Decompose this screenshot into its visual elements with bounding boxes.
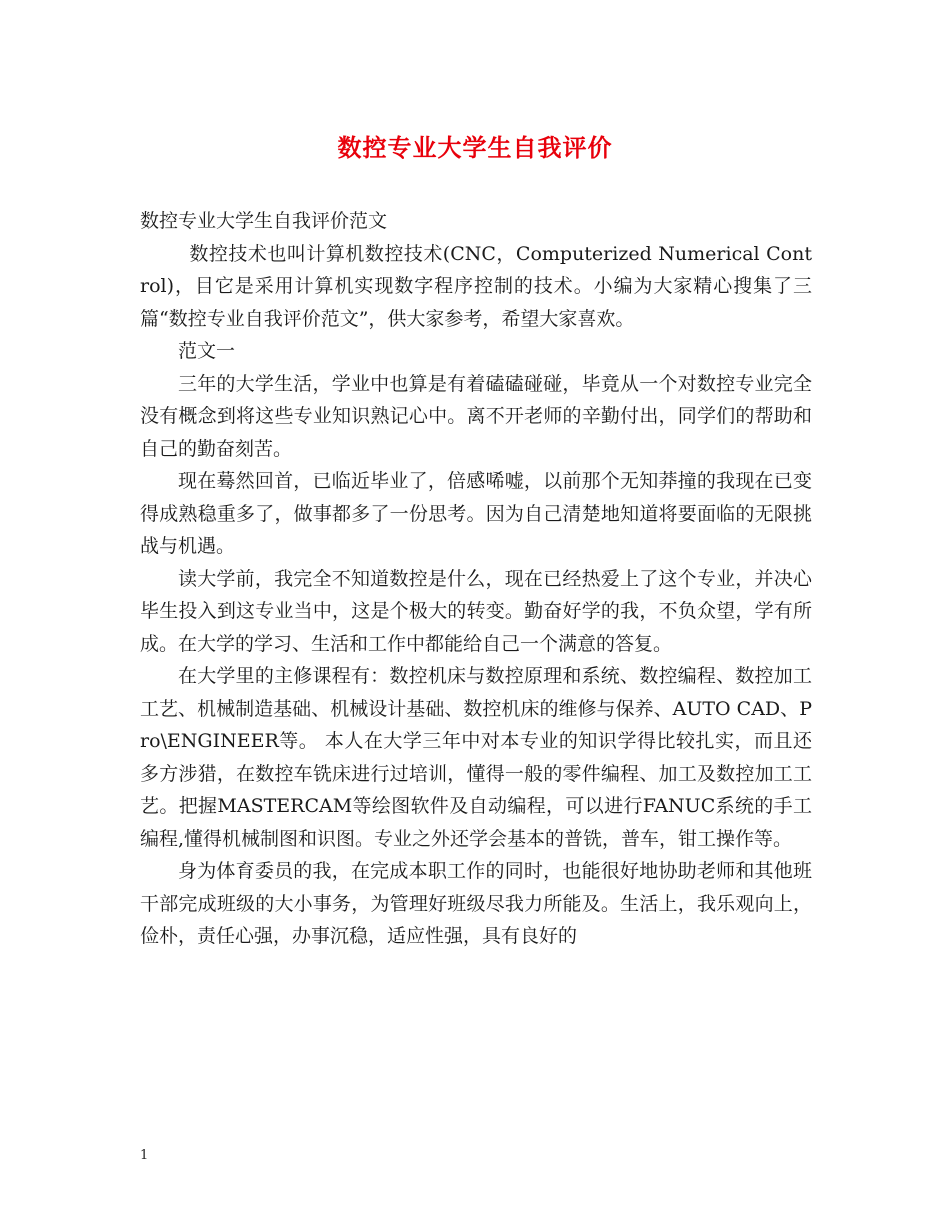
section-heading: 范文一 — [178, 340, 236, 362]
page-number: 1 — [140, 1148, 149, 1163]
paragraph: 身为体育委员的我，在完成本职工作的同时，也能很好地协助老师和其他班干部完成班级的大小事务，为管理好班级尽我力所能及。生活上，我乐观向上，俭朴，责任心强，办事沉稳，适应性强，具有良好的 — [140, 860, 812, 947]
document-body — [140, 205, 812, 953]
paragraph: 现在蓦然回首，已临近毕业了，倍感唏嘘，以前那个无知莽撞的我现在已变得成熟稳重多了，做事都多了一份思考。因为自己清楚地知道将要面临的无限挑战与机遇。 — [140, 470, 812, 557]
paragraph-intro: 数控技术也叫计算机数控技术(CNC，Computerized Numerical Control)，目它是采用计算机实现数字程序控制的技术。小编为大家精心搜集了三篇“数控专业自我评价范文”，供大家参考，希望大家喜欢。 — [140, 242, 812, 330]
paragraph: 读大学前，我完全不知道数控是什么，现在已经热爱上了这个专业，并决心毕生投入到这专业当中，这是个极大的转变。勤奋好学的我，不负众望，学有所成。在大学的学习、生活和工作中都能给自己一个满意的答复。 — [140, 567, 812, 655]
subtitle: 数控专业大学生自我评价范文 — [140, 210, 388, 232]
paragraph: 三年的大学生活，学业中也算是有着磕磕碰碰，毕竟从一个对数控专业完全没有概念到将这些专业知识熟记心中。离不开老师的辛勤付出，同学们的帮助和自己的勤奋刻苦。 — [140, 372, 812, 460]
page-title: 数控专业大学生自我评价 — [337, 133, 613, 162]
paragraph: 在大学里的主修课程有：数控机床与数控原理和系统、数控编程、数控加工工艺、机械制造基础、机械设计基础、数控机床的维修与保养、AUTO CAD、Pro\ENGINEER等。 本人在大学三年中对本专业的知识学得比较扎实，而且还多方涉猎，在数控车铣床进行过培训，懂得一般的零件编程、加工及数控加工工艺。把握MASTERCAM等绘图软件及自动编程，可以进行FANUC系统的手工编程,懂得机械制图和识图。专业之外还学会基本的普铣，普车，钳工操作等。 — [140, 665, 812, 850]
